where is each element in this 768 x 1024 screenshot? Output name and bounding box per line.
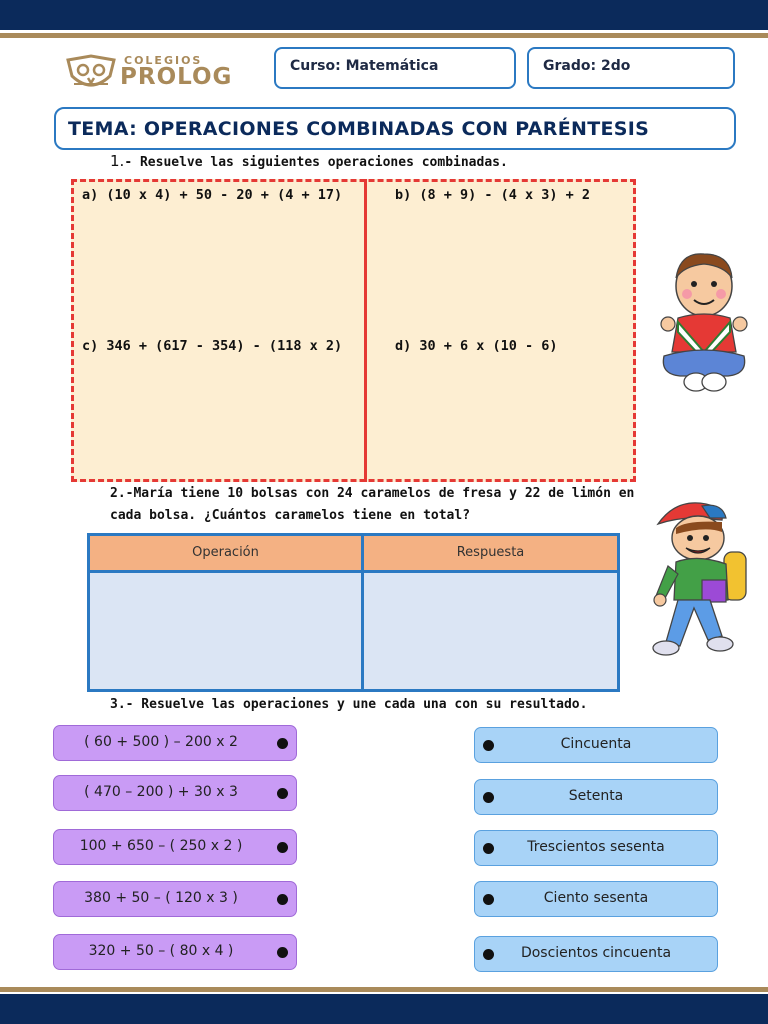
q1-instruction: [110, 152, 508, 170]
top-navy-band: [0, 0, 768, 30]
operation-pill-1[interactable]: [53, 725, 297, 761]
result-text-1: Cincuenta: [560, 736, 632, 752]
walking-boy-backpack-icon: [646, 496, 756, 666]
operation-text-3: 100 + 650 – ( 250 x 2 ): [79, 838, 243, 854]
owl-crest-icon: [64, 54, 118, 94]
result-pill-4[interactable]: [474, 881, 718, 917]
sitting-boy-reading-icon: [656, 248, 752, 398]
curso-label: Curso: Matemática: [290, 58, 439, 74]
operation-text-1: ( 60 + 500 ) – 200 x 2: [84, 734, 238, 750]
answer-table: [87, 533, 620, 692]
q3-instruction: 3.- Resuelve las operaciones y une cada una con su resultado.: [110, 697, 588, 712]
logo-big-text: PROLOG: [120, 64, 233, 90]
q1-instruction-text: - Resuelve las siguientes operaciones combinadas.: [124, 155, 508, 170]
result-pill-1[interactable]: [474, 727, 718, 763]
connect-dot-left-4[interactable]: [277, 894, 288, 905]
q2-line-2: cada bolsa. ¿Cuántos caramelos tiene en total?: [110, 508, 471, 523]
operation-pill-5[interactable]: [53, 934, 297, 970]
connect-dot-left-1[interactable]: [277, 738, 288, 749]
result-pill-2[interactable]: [474, 779, 718, 815]
connect-dot-left-3[interactable]: [277, 842, 288, 853]
result-pill-5[interactable]: [474, 936, 718, 972]
exercise-area: [71, 179, 636, 482]
exercise-b: b) (8 + 9) - (4 x 3) + 2: [395, 187, 591, 203]
grado-label: Grado: 2do: [543, 58, 631, 74]
top-gold-stripe: [0, 33, 768, 38]
operation-pill-2[interactable]: [53, 775, 297, 811]
exercise-d: d) 30 + 6 x (10 - 6): [395, 338, 558, 354]
q2-line-1: 2.-María tiene 10 bolsas con 24 caramelos de fresa y 22 de limón en: [110, 486, 635, 501]
result-text-5: Doscientos cincuenta: [520, 945, 672, 961]
connect-dot-left-2[interactable]: [277, 788, 288, 799]
grado-box: [527, 47, 735, 89]
operation-pill-3[interactable]: [53, 829, 297, 865]
topic-banner: [54, 107, 736, 150]
exercise-c: c) 346 + (617 - 354) - (118 x 2): [82, 338, 343, 354]
operation-text-4: 380 + 50 – ( 120 x 3 ): [84, 890, 238, 906]
result-text-4: Ciento sesenta: [543, 890, 649, 906]
header-respuesta: Respuesta: [456, 545, 525, 560]
operation-text-5: 320 + 50 – ( 80 x 4 ): [88, 943, 234, 959]
bottom-gold-stripe: [0, 987, 768, 992]
exercise-a: a) (10 x 4) + 50 - 20 + (4 + 17): [82, 187, 343, 203]
q2-problem: [110, 483, 640, 527]
curso-box: [274, 47, 516, 89]
connect-dot-left-5[interactable]: [277, 947, 288, 958]
topic-title: TEMA: OPERACIONES COMBINADAS CON PARÉNTESIS: [68, 118, 650, 140]
school-logo: [64, 52, 244, 96]
logo-small-text: COLEGIOS: [124, 54, 203, 67]
bottom-navy-band: [0, 994, 768, 1024]
result-pill-3[interactable]: [474, 830, 718, 866]
q1-number: 1.: [110, 152, 125, 170]
header-operacion: Operación: [192, 545, 259, 560]
result-text-2: Setenta: [568, 788, 624, 804]
result-text-3: Trescientos sesenta: [527, 839, 665, 855]
operation-pill-4[interactable]: [53, 881, 297, 917]
exercise-divider: [364, 179, 367, 482]
operation-text-2: ( 470 – 200 ) + 30 x 3: [84, 784, 238, 800]
